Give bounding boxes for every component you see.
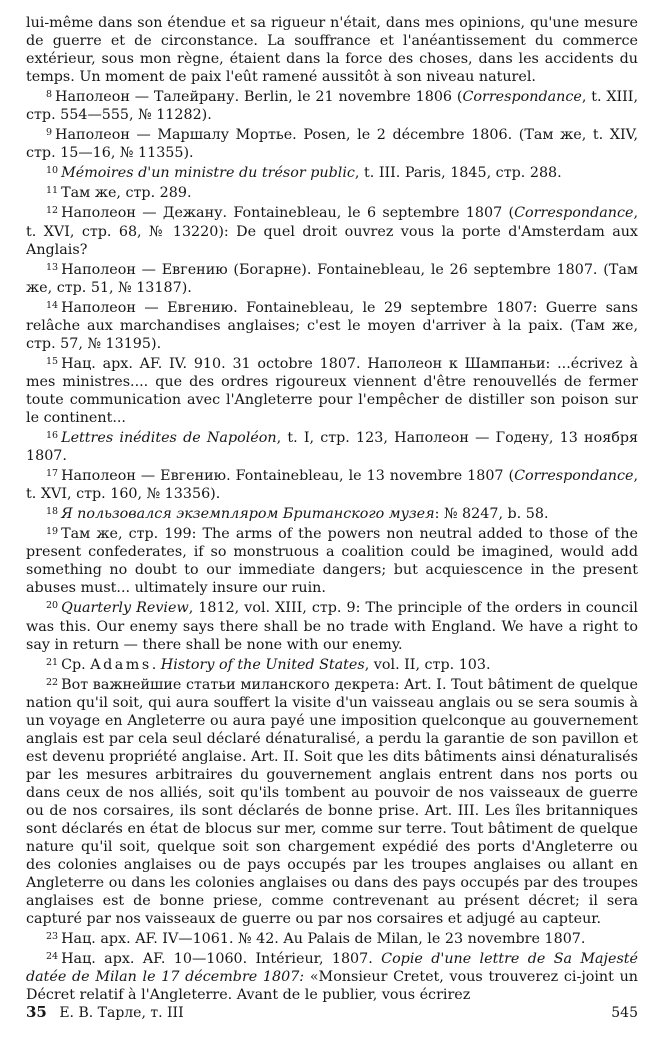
footnote-text: Наполеон — Евгению. Fontainebleau, le 29 septembre 1807: Guerre sans relâche aux marchandises anglaises; c'est le moyen d'arriver à la paix. (Там же, стр. 57, № 13195). [26, 299, 638, 352]
footnote-text: , t. I, стр. 123, Наполеон — Годену, 13 ноября 1807. [26, 430, 638, 465]
footnote-18 [26, 503, 638, 523]
page-body [26, 14, 638, 1004]
footnote-number: 18 [46, 506, 59, 518]
footnote-number: 19 [46, 526, 59, 538]
footnote-22 [26, 674, 638, 929]
footnote-number: 10 [46, 165, 59, 177]
footnote-number: 22 [46, 676, 59, 688]
footnote-text: , vol. II, стр. 103. [364, 656, 491, 673]
footnote-spaced-author: Adams [90, 656, 152, 673]
footnote-italic-title: Я пользовался экземпляром Британского музея [61, 506, 435, 523]
footnote-text: . [151, 656, 161, 673]
footnote-number: 20 [46, 600, 59, 612]
page-number: 545 [611, 1005, 638, 1021]
footnote-text: «Monsieur Cretet, vous trouverez ci-joint un Décret relatif à l'Angleterre. Avant de le publier, vous écrirez [26, 969, 638, 1004]
footnote-19 [26, 523, 638, 597]
footnote-italic-title: Copie d'une lettre de Sa Majesté datée de Milan le 17 décembre 1807: [26, 951, 638, 986]
footnote-italic-title: Correspondance [462, 89, 582, 106]
footnote-text: Там же, стр. 289. [61, 185, 192, 202]
footnote-text: , t. XVI, стр. 68, № 13220): De quel droit ouvrez vous la porte d'Amsterdam aux Anglais? [26, 205, 638, 258]
footnote-21 [26, 654, 638, 674]
footnote-text: Там же, стр. 199: The arms of the powers non neutral added to those of the present confederates, if so monstruous a coalition could be imagined, would add something no doubt to our immediate dangers; but acquiescence in the present abuses must... ultimately insure our ruin. [26, 526, 638, 597]
footnote-number: 24 [46, 951, 59, 963]
footnote-15 [26, 353, 638, 427]
footnote-number: 14 [46, 299, 59, 311]
footnote-text: Наполеон — Маршалу Мортье. Posen, le 2 décembre 1806. (Там же, t. XIV, стр. 15—16, № 11355). [26, 127, 638, 162]
footnote-23 [26, 928, 638, 948]
footnote-17 [26, 465, 638, 503]
footnote-12 [26, 202, 638, 258]
footnote-number: 17 [46, 468, 59, 480]
footnote-number: 16 [46, 430, 59, 442]
footnote-number: 13 [46, 261, 59, 273]
footnote-text: Вот важнейшие статьи миланского декрета: Art. I. Tout bâtiment de quelque nation qu'il soit, qui aura souffert la visite d'un vaisseau anglais ou se sera soumis à un voyage en Angleterre ou aura payé une imposition quelconque au gouvernement anglais est par cela seul déclaré dénaturalisé, a perdu la garantie de son pavillon et est devenu propriété anglaise. Art. II. Soit que les dits bâtiments ainsi dénaturalisés par les mesures arbitraires du gouvernement anglais entrent dans nos ports ou dans ceux de nos alliés, soit qu'ils tombent au pouvoir de nos vaisseaux de guerre ou de nos corsaires, ils sont déclarés de bonne prise. Art. III. Les îles britanniques sont déclarés en état de blocus sur mer, comme sur terre. Tout bâtiment de quelque nature qu'il soit, quelque soit son chargement expédié des ports d'Angleterre ou des colonies anglaises ou de pays occupés par les troupes anglaises ou allant en Angleterre ou dans les colonies anglaises ou dans des pays occupés par des troupes anglaises est de bonne priese, comme contrevenant au présent décret; il sera capturé par nos vaisseaux de guerre ou par nos corsaires et adjugé au capteur. [26, 676, 638, 928]
footnote-text: Наполеон — Евгению (Богарне). Fontainebleau, le 26 septembre 1807. (Там же, стр. 51, № 13187). [26, 261, 638, 296]
footnote-number: 11 [46, 185, 59, 197]
footnote-24 [26, 948, 638, 1004]
footnote-number: 12 [46, 205, 59, 217]
footnote-number: 15 [46, 355, 59, 367]
footnote-text: Наполеон — Евгению. Fontainebleau, le 13 novembre 1807 ( [61, 468, 515, 485]
footnote-text: , 1812, vol. XIII, стр. 9: The principle of the orders in council was this. Our enemy says there shall be no trade with England. We have a right to say in return — there shall be none with our enemy. [26, 600, 638, 653]
footnote-text: , t. XVI, стр. 160, № 13356). [26, 468, 638, 503]
footnote-9 [26, 124, 638, 162]
footnote-italic-title: History of the United States [160, 656, 365, 673]
footnote-text: Нац. арх. AF. IV. 910. 31 octobre 1807. Наполеон к Шампаньи: ...écrivez à mes ministres.... que des ordres rigoureux viennent d'être renouvellés de fermer toute communication avec l'Angleterre pour l'empêcher de distiller son poison sur le continent... [26, 355, 638, 426]
footnotes [26, 86, 638, 1004]
footnote-14 [26, 297, 638, 353]
footnote-text: Ср. [61, 656, 91, 673]
footnote-11 [26, 182, 638, 202]
footnote-text: Наполеон — Талейрану. Berlin, le 21 novembre 1806 ( [55, 89, 463, 106]
page-footer [26, 1003, 638, 1022]
intro-paragraph: lui-même dans son étendue et sa rigueur n'était, dans mes opinions, qu'une mesure de guerre et de circonstance. La souffrance et l'anéantissement du commerce extérieur, sous mon règne, étaient dans la force des choses, dans les accidents du temps. Un moment de paix l'eût ramené aussitôt à son niveau naturel. [26, 15, 638, 86]
footnote-italic-title: Correspondance [514, 468, 634, 485]
footnote-text: Нац. арх. AF. 10—1060. Intérieur, 1807. [61, 951, 382, 968]
footnote-italic-title: Mémoires d'un ministre du trésor public [61, 165, 355, 182]
footnote-20 [26, 597, 638, 653]
footnote-italic-title: Quarterly Review [61, 600, 189, 617]
footnote-10 [26, 162, 638, 182]
footnote-text: Нац. арх. AF. IV—1061. № 42. Au Palais de Milan, le 23 novembre 1807. [61, 931, 586, 948]
footnote-number: 8 [46, 89, 53, 101]
footnote-8 [26, 86, 638, 124]
footnote-16 [26, 427, 638, 465]
footnote-number: 9 [46, 127, 53, 139]
footnote-number: 23 [46, 931, 59, 943]
footnote-text: , t. XIII, стр. 554—555, № 11282). [26, 89, 639, 124]
signature-mark: 35 [26, 1003, 47, 1021]
footnote-italic-title: Correspondance [514, 205, 634, 222]
running-footer [26, 1003, 184, 1022]
book-title: Е. В. Тарле, т. III [59, 1005, 184, 1021]
footnote-italic-title: Lettres inédites de Napoléon [61, 430, 277, 447]
footnote-text: : № 8247, b. 58. [434, 506, 549, 523]
footnote-text: , t. III. Paris, 1845, стр. 288. [354, 165, 562, 182]
footnote-13 [26, 259, 638, 297]
footnote-text: Наполеон — Дежану. Fontainebleau, le 6 septembre 1807 ( [61, 205, 515, 222]
footnote-number: 21 [46, 656, 59, 668]
